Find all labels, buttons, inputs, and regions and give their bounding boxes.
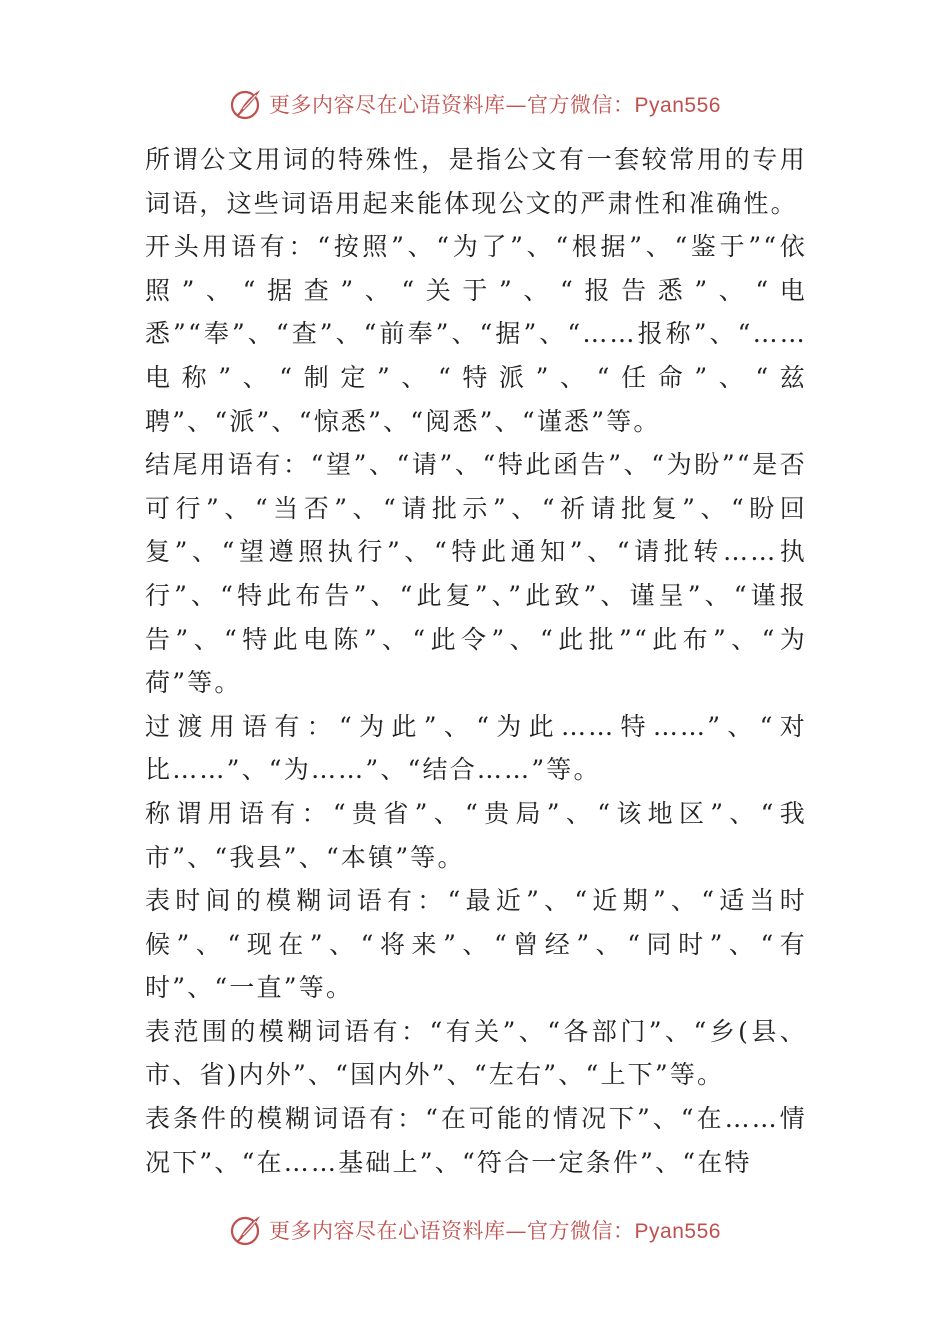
paragraph-transition-terms: 过渡用语有：“为此”、“为此……特……”、“对比……”、“为……”、“结合……”等。	[145, 711, 807, 785]
paragraph-address-terms: 称谓用语有：“贵省”、“贵局”、“该地区”、“我市”、“我县”、“本镇”等。	[145, 798, 807, 872]
quill-pen-logo-icon	[229, 1213, 263, 1247]
banner-wechat-label: 官方微信：	[527, 93, 635, 117]
footer-banner	[0, 1210, 950, 1250]
banner-main-text: 更多内容尽在心语资料库	[269, 93, 506, 117]
paragraph-time-fuzzy-terms: 表时间的模糊词语有：“最近”、“近期”、“适当时候”、“现在”、“将来”、“曾经”、“同时”、“有时”、“一直”等。	[145, 886, 807, 1003]
paragraph-scope-fuzzy-terms: 表范围的模糊词语有：“有关”、“各部门”、“乡(县、市、省)内外”、“国内外”、“左右”、“上下”等。	[145, 1016, 807, 1090]
paragraph-opening-terms: 开头用语有：“按照”、“为了”、“根据”、“鉴于”“依照”、“据查”、“关于”、“报告悉”、“电悉”“奉”、“查”、“前奉”、“据”、“……报称”、“……电称”、“制定”、“特派”、“任命”、“兹聘”、“派”、“惊悉”、“阅悉”、“谨悉”等。	[145, 232, 807, 436]
footer-banner-wechat-label: 官方微信：	[527, 1219, 635, 1243]
document-body	[145, 138, 807, 1184]
paragraph-condition-fuzzy-terms: 表条件的模糊词语有：“在可能的情况下”、“在……情况下”、“在……基础上”、“符合一定条件”、“在特	[145, 1104, 807, 1177]
footer-banner-wechat-id: Pyan556	[634, 1220, 721, 1243]
banner-wechat-id: Pyan556	[634, 94, 721, 117]
paragraph-intro: 所谓公文用词的特殊性，是指公文有一套较常用的专用词语，这些词语用起来能体现公文的严肃性和准确性。	[145, 145, 807, 218]
header-banner	[0, 84, 950, 124]
footer-banner-main-text: 更多内容尽在心语资料库	[269, 1219, 506, 1243]
banner-dash: —	[505, 93, 528, 117]
footer-banner-dash: —	[505, 1219, 528, 1243]
paragraph-closing-terms: 结尾用语有：“望”、“请”、“特此函告”、“为盼”“是否可行”、“当否”、“请批示”、“祈请批复”、“盼回复”、“望遵照执行”、“特此通知”、“请批转……执行”、“特此布告”、“此复”、”此致”、谨呈”、“谨报告”、“特此电陈”、“此令”、“此批”“此布”、“为荷”等。	[145, 450, 807, 698]
quill-pen-logo-icon	[229, 87, 263, 121]
header-banner-text	[269, 89, 721, 119]
footer-banner-text	[269, 1215, 721, 1245]
